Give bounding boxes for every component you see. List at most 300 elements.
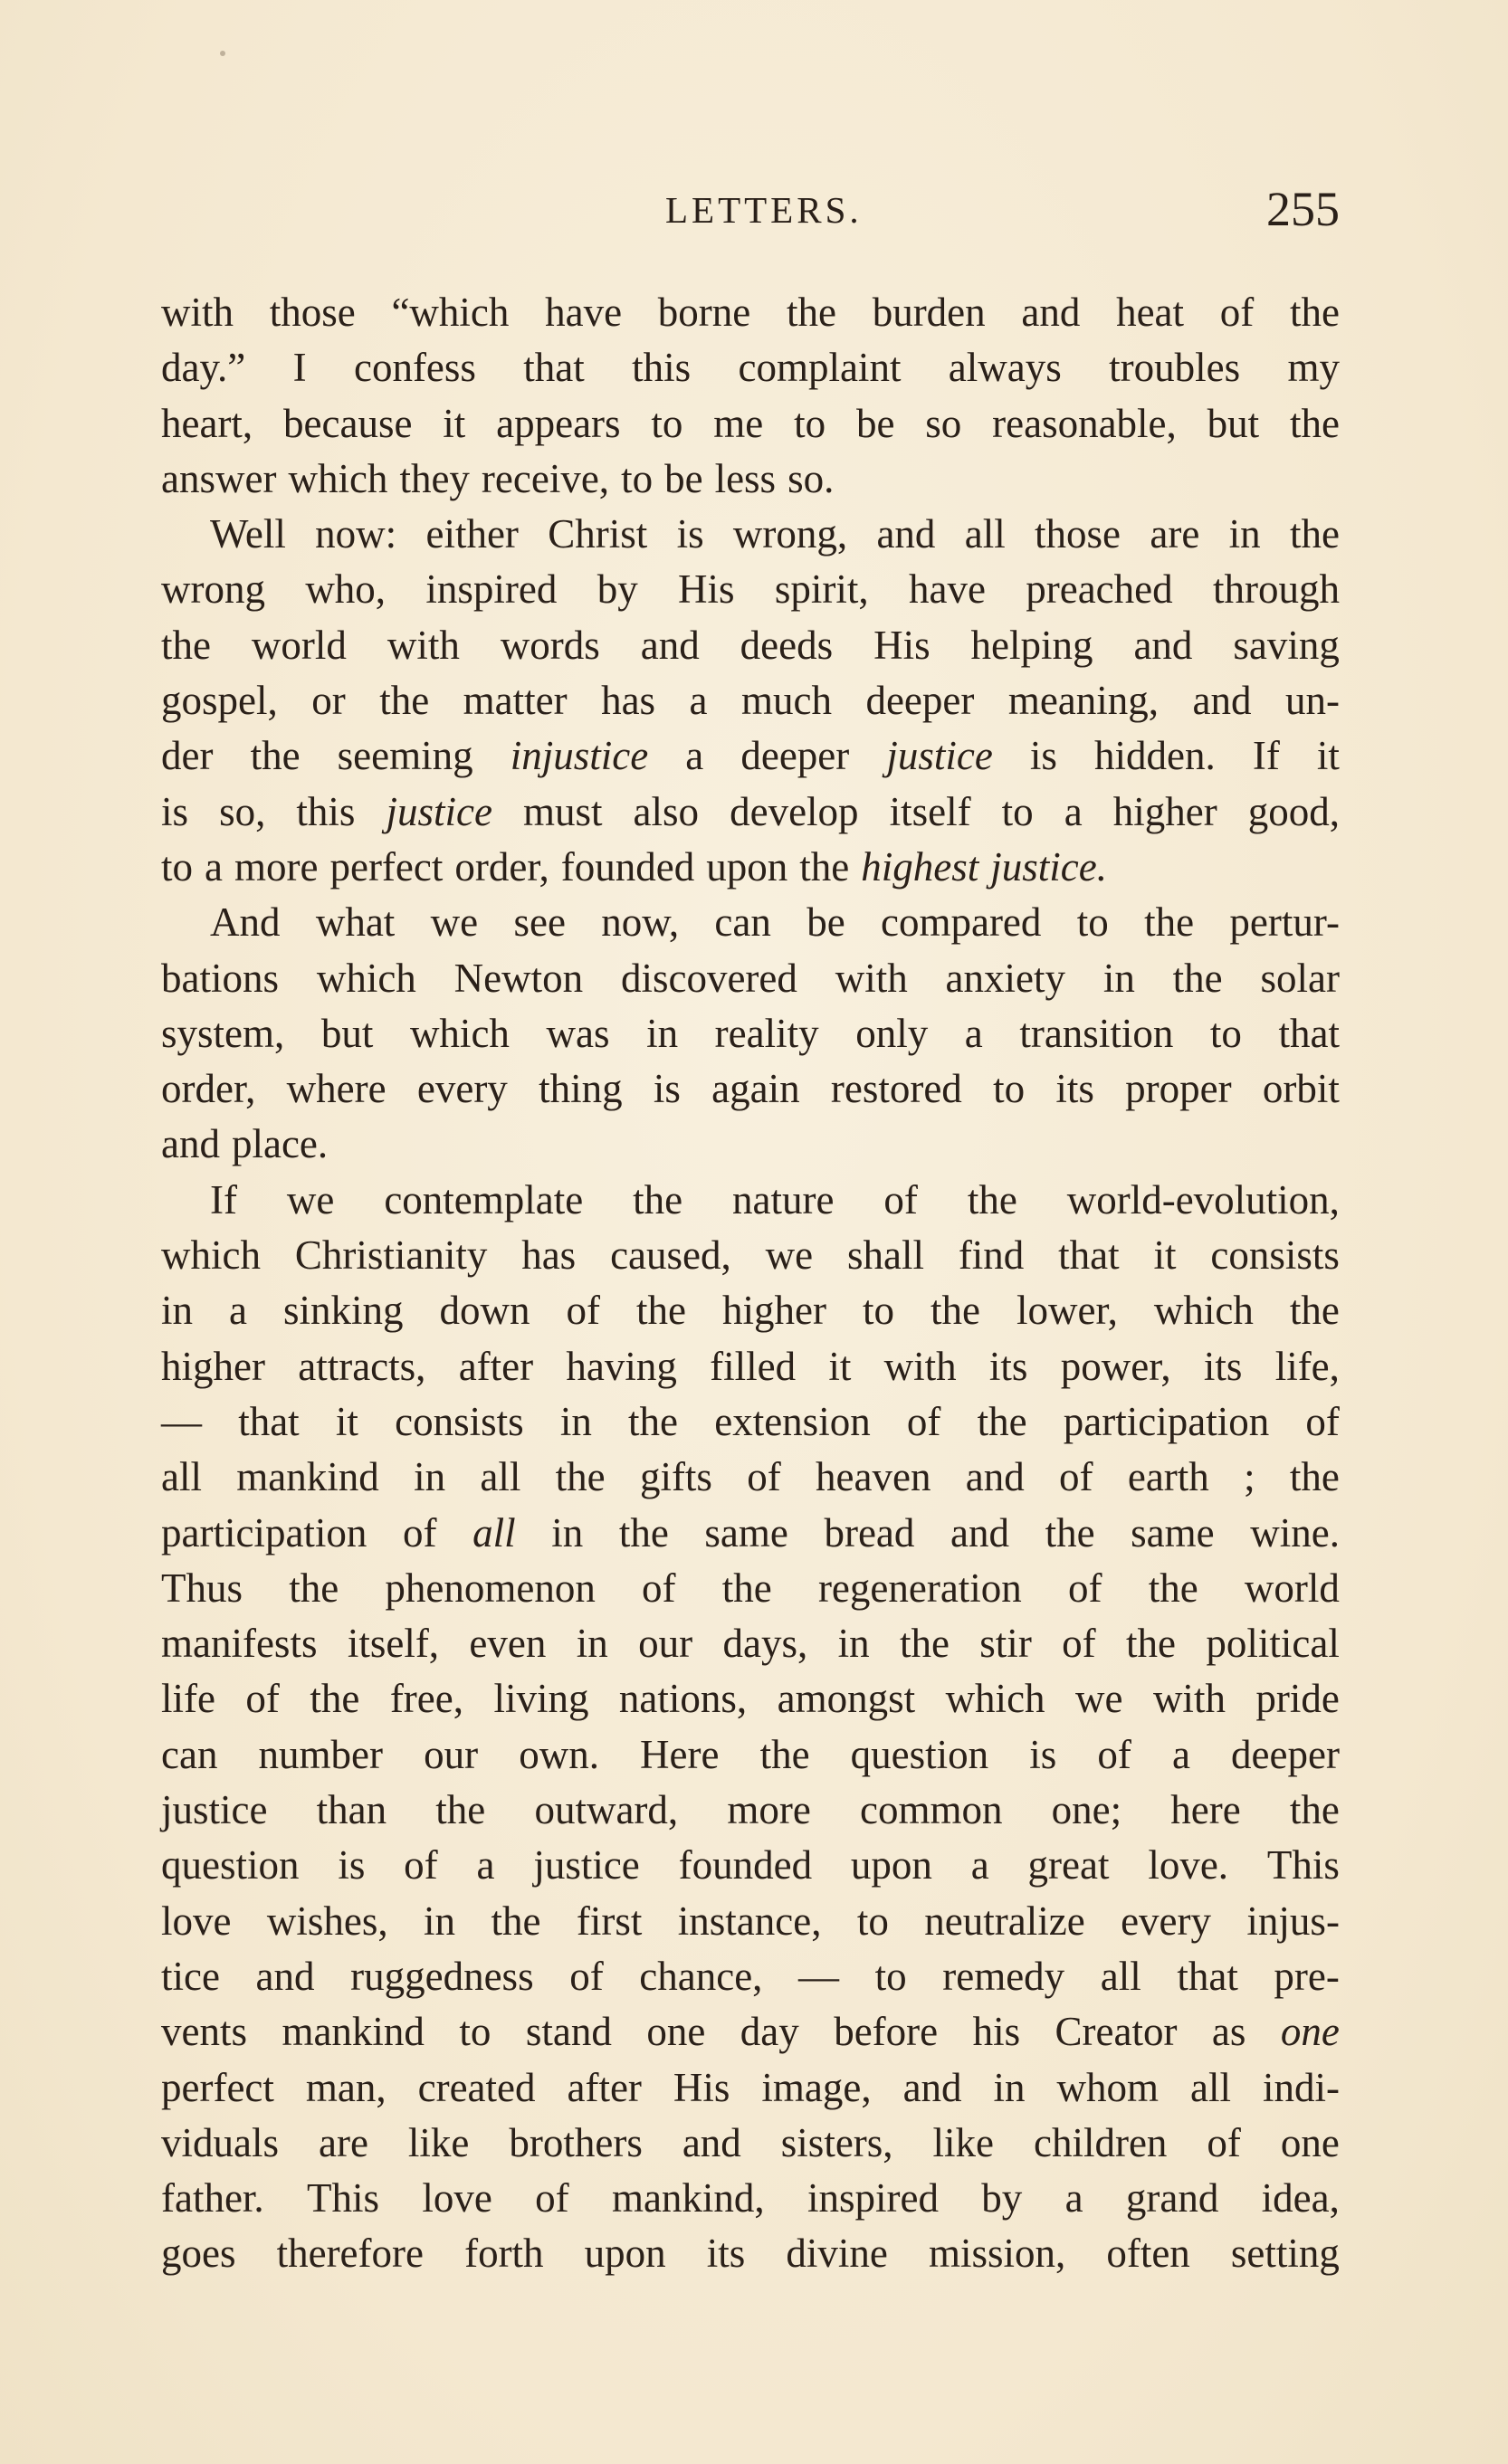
word: world (251, 622, 347, 668)
word: as (1211, 2009, 1246, 2055)
word: anxiety (945, 955, 1065, 1001)
word: so. (787, 455, 835, 501)
word: the (977, 1398, 1027, 1444)
word: answer (161, 455, 277, 501)
word: has (601, 678, 656, 724)
word: can (161, 1731, 218, 1777)
word: often (1106, 2231, 1190, 2277)
word: mission, (928, 2231, 1066, 2277)
word: spirit, (774, 566, 869, 613)
word: in (646, 1010, 679, 1056)
word: also (633, 788, 700, 834)
word: injus- (1246, 1898, 1340, 1944)
word: life (161, 1676, 215, 1722)
word: itself (889, 788, 971, 834)
word: the (1289, 290, 1340, 335)
word: preached (1026, 566, 1173, 613)
word: a (685, 733, 704, 779)
word: participation (1063, 1398, 1270, 1444)
word: to (874, 1953, 907, 1999)
word: appears (496, 400, 621, 446)
paper-speck (220, 51, 225, 56)
word: der (161, 733, 214, 779)
word: a (689, 678, 708, 724)
word: day (740, 2009, 799, 2055)
word: extension (714, 1398, 871, 1444)
word: reasonable, (992, 400, 1177, 446)
word: with (161, 290, 234, 335)
word: own. (519, 1731, 599, 1777)
word: father. (161, 2175, 264, 2221)
word: after (458, 1343, 534, 1389)
word: stand (525, 2009, 612, 2055)
word: I (292, 345, 307, 391)
word: we (765, 1232, 814, 1279)
word: who, (305, 566, 387, 613)
word: deeper (865, 678, 975, 724)
word: a (229, 1288, 247, 1334)
word: saving (1233, 622, 1340, 668)
word: the (636, 1288, 687, 1334)
word: mankind, (611, 2175, 765, 2221)
word: consists (395, 1398, 524, 1444)
word: and (255, 1953, 315, 1999)
text-line (161, 2171, 1340, 2226)
word: upon (706, 843, 788, 890)
word: life, (1274, 1343, 1340, 1389)
word: higher (1112, 788, 1217, 834)
word: same (704, 1509, 788, 1555)
word: upon (584, 2231, 666, 2277)
word: perfect (161, 2064, 274, 2110)
word: — (798, 1953, 840, 1999)
word: sisters, (780, 2119, 893, 2165)
word: filled (710, 1343, 797, 1389)
word: of (404, 1842, 438, 1888)
word: phenomenon (385, 1565, 596, 1611)
word: are (1150, 511, 1200, 557)
word: one; (1051, 1787, 1122, 1833)
word: inspired (425, 566, 558, 613)
text-line (161, 285, 1340, 340)
word: the (931, 1288, 980, 1334)
word: days, (722, 1621, 808, 1667)
word: by (597, 566, 638, 613)
word: complaint (738, 345, 902, 391)
word: hidden. (1094, 733, 1216, 779)
word: we (1075, 1676, 1123, 1722)
word: neutralize (924, 1898, 1085, 1944)
word: justice (533, 1842, 640, 1888)
word: which (409, 1010, 510, 1056)
word: to (161, 843, 194, 890)
word: attracts, (298, 1343, 426, 1389)
text-line (161, 1450, 1340, 1505)
word: itself, (347, 1621, 440, 1667)
word: to (1001, 788, 1034, 834)
word: of (569, 1953, 604, 1999)
word: which (945, 1676, 1045, 1722)
word: mankind (282, 2009, 425, 2055)
word: heart, (161, 400, 253, 446)
word: in (559, 1398, 592, 1444)
word: stir (979, 1621, 1032, 1667)
text-line (161, 951, 1340, 1006)
word: to (651, 400, 683, 446)
word: the (628, 1398, 679, 1444)
word: in (551, 1509, 584, 1555)
word: before (834, 2009, 939, 2055)
word: regeneration (817, 1565, 1022, 1611)
word: more (234, 843, 319, 890)
word: amongst (777, 1676, 916, 1722)
word: which (161, 1232, 261, 1279)
word: reality (714, 1010, 819, 1056)
word: pertur- (1229, 899, 1340, 946)
word: world (1244, 1565, 1340, 1611)
word: grand (1125, 2175, 1219, 2221)
word: we (286, 1176, 335, 1222)
text-line (161, 1671, 1340, 1727)
word: of (245, 1676, 280, 1722)
word: and (950, 1509, 1009, 1555)
word: that (523, 345, 585, 391)
word: one (1280, 2119, 1340, 2165)
word: question (161, 1842, 300, 1888)
word: caused, (610, 1232, 731, 1279)
word: matter (463, 678, 568, 724)
word: sinking (283, 1288, 404, 1334)
word: seeming (337, 733, 473, 779)
word: created (417, 2064, 536, 2110)
word: have (545, 290, 623, 335)
word: His (678, 566, 735, 613)
word: of (1207, 2119, 1241, 2165)
word: of (566, 1288, 601, 1334)
word: even (469, 1621, 547, 1667)
word: in (161, 1288, 194, 1334)
word: a (205, 843, 223, 890)
text-line (161, 1727, 1340, 1783)
word: his (972, 2009, 1021, 2055)
word: This (1266, 1842, 1340, 1888)
word: the (786, 290, 836, 335)
text-line (161, 1283, 1340, 1338)
text-line (161, 728, 1340, 784)
word: its (706, 2231, 746, 2277)
word: love. (1148, 1842, 1229, 1888)
word: to (1209, 1010, 1242, 1056)
word: to (621, 455, 654, 501)
word: and (1192, 678, 1252, 724)
word: it (1316, 733, 1340, 779)
word: the (250, 733, 301, 779)
word: words (500, 622, 600, 668)
word: the (899, 1621, 950, 1667)
word: be (664, 455, 703, 501)
text-line (161, 2226, 1340, 2281)
word: here (1170, 1787, 1241, 1833)
word: it (828, 1343, 852, 1389)
text-line (161, 1838, 1340, 1893)
word: gifts (639, 1454, 712, 1500)
word: than (316, 1787, 387, 1833)
word: first (576, 1898, 643, 1944)
word: of (1305, 1398, 1340, 1444)
word: the (379, 678, 430, 724)
word: un- (1284, 678, 1340, 724)
text-line (161, 1061, 1340, 1117)
word: of (642, 1565, 676, 1611)
word: like (407, 2119, 470, 2165)
word: great (1027, 1842, 1110, 1888)
word: every (416, 1066, 508, 1112)
word: those (269, 290, 356, 335)
word: wrong (161, 566, 265, 613)
word: the (759, 1731, 810, 1777)
word: Well (210, 511, 286, 557)
body-text (161, 285, 1340, 2282)
word: question (850, 1731, 989, 1777)
word: with (883, 1343, 957, 1389)
text-line (161, 618, 1340, 673)
word: compared (881, 899, 1042, 946)
word: living (493, 1676, 589, 1722)
word: children (1034, 2119, 1168, 2165)
word: develop (730, 788, 859, 834)
emphasized-word: one (1280, 2009, 1340, 2055)
text-line (161, 673, 1340, 728)
word: through (1212, 566, 1340, 613)
word: like (932, 2119, 995, 2165)
word: of (1062, 1621, 1096, 1667)
word: after (567, 2064, 642, 2110)
word: a (1064, 788, 1083, 834)
word: the (633, 1176, 683, 1222)
word: bread (824, 1509, 915, 1555)
word: now, (601, 899, 680, 946)
word: and (161, 1121, 220, 1167)
word: whom (1056, 2064, 1160, 2110)
text-line (161, 1394, 1340, 1450)
word: the (967, 1176, 1017, 1222)
word: to (856, 1898, 889, 1944)
word: all (161, 1454, 202, 1500)
word: the (1045, 1509, 1095, 1555)
word: pride (1255, 1676, 1340, 1722)
word: its (988, 1343, 1028, 1389)
word: and (876, 511, 936, 557)
word: perfect (329, 843, 444, 890)
word: the (618, 1509, 669, 1555)
word: we (430, 899, 479, 946)
word: to (1076, 899, 1109, 946)
word: the (555, 1454, 606, 1500)
word: transition (1019, 1010, 1174, 1056)
word: of (1097, 1731, 1131, 1777)
word: me (713, 400, 764, 446)
word: either (425, 511, 519, 557)
word: one (646, 2009, 706, 2055)
emphasized-word: justice (886, 733, 993, 779)
word: what (315, 899, 396, 946)
text-line (161, 2060, 1340, 2116)
word: can (714, 899, 771, 946)
word: the (1126, 1621, 1177, 1667)
word: it (335, 1398, 358, 1444)
word: that (238, 1398, 300, 1444)
word: good, (1247, 788, 1340, 834)
word: troubles (1109, 345, 1241, 391)
word: orbit (1262, 1066, 1340, 1112)
word: tice (161, 1953, 220, 1999)
word: place. (231, 1121, 329, 1167)
text-line (161, 2116, 1340, 2171)
word: less (714, 455, 777, 501)
word: because (283, 400, 413, 446)
word: gospel, (161, 678, 278, 724)
word: chance, (639, 1953, 763, 1999)
word: in (837, 1621, 870, 1667)
word: of (535, 2175, 569, 2221)
word: day.” (161, 345, 246, 391)
word: nations, (618, 1676, 748, 1722)
word: this (296, 788, 356, 834)
word: that (1278, 1010, 1340, 1056)
word: only (855, 1010, 929, 1056)
word: the (1289, 1288, 1340, 1334)
word: in (993, 2064, 1026, 2110)
word: in (576, 1621, 608, 1667)
word: in (414, 1454, 446, 1500)
text-line (161, 785, 1340, 840)
word: Christ (548, 511, 648, 557)
word: proper (1125, 1066, 1232, 1112)
word: wishes, (266, 1898, 388, 1944)
text-line (161, 1561, 1340, 1616)
word: His (673, 2064, 730, 2110)
word: brothers (509, 2119, 643, 2165)
word: every (1121, 1898, 1212, 1944)
word: world-evolution, (1066, 1176, 1340, 1222)
word: If (210, 1176, 237, 1222)
word: with (1152, 1676, 1226, 1722)
word: Newton (453, 955, 584, 1001)
word: love (161, 1898, 232, 1944)
emphasized-word: highest (861, 843, 979, 890)
word: the (1289, 511, 1340, 557)
word: vents (161, 2009, 247, 2055)
word: to (993, 1066, 1026, 1112)
word: of (403, 1509, 437, 1555)
word: down (439, 1288, 530, 1334)
word: to (459, 2009, 492, 2055)
word: its (1203, 1343, 1243, 1389)
word: indi- (1263, 2064, 1340, 2110)
text-line (161, 340, 1340, 395)
word: shall (846, 1232, 924, 1279)
word: where (286, 1066, 387, 1112)
word: always (948, 345, 1062, 391)
text-line (161, 1783, 1340, 1838)
text-line (161, 895, 1340, 950)
word: more (727, 1787, 811, 1833)
word: the (799, 843, 850, 890)
text-line (161, 1228, 1340, 1283)
word: the (435, 1787, 486, 1833)
word: all (480, 1454, 521, 1500)
word: wrong, (732, 511, 848, 557)
word: have (908, 566, 986, 613)
word: borne (657, 290, 751, 335)
word: wine. (1250, 1509, 1340, 1555)
word: is (676, 511, 704, 557)
emphasized-word: all (472, 1509, 516, 1555)
word: a (970, 1842, 989, 1888)
word: a (476, 1842, 495, 1888)
word: goes (161, 2231, 236, 2277)
word: it (1153, 1232, 1177, 1279)
word: contemplate (384, 1176, 584, 1222)
word: number (258, 1731, 384, 1777)
word: or (311, 678, 346, 724)
word: so, (219, 788, 266, 834)
word: man, (305, 2064, 387, 2110)
word: the (1289, 1454, 1340, 1500)
word: Thus (161, 1565, 243, 1611)
word: inspired (806, 2175, 939, 2221)
word: the (289, 1565, 339, 1611)
word: ; (1244, 1454, 1255, 1500)
word: in (424, 1898, 456, 1944)
word: of (906, 1398, 941, 1444)
word: a (1064, 2175, 1083, 2221)
word: political (1206, 1621, 1340, 1667)
word: thing (539, 1066, 623, 1112)
word: receive, (481, 455, 610, 501)
word: a (1171, 1731, 1190, 1777)
word: and (1133, 622, 1193, 668)
word: our (424, 1731, 479, 1777)
word: and (682, 2119, 741, 2165)
word: helping (970, 622, 1093, 668)
word: be (855, 400, 895, 446)
word: is (653, 1066, 681, 1112)
word: that (1058, 1232, 1120, 1279)
text-line (161, 1894, 1340, 1949)
word: founded (560, 843, 695, 890)
text-line (161, 396, 1340, 452)
word: ruggedness (350, 1953, 534, 1999)
word: And (210, 899, 281, 946)
word: the (161, 622, 211, 668)
text-line (161, 562, 1340, 617)
word: is (161, 788, 189, 834)
word: deeds (740, 622, 834, 668)
text-line (161, 1616, 1340, 1671)
word: viduals (161, 2119, 279, 2165)
word: which (288, 455, 388, 501)
word: but (320, 1010, 374, 1056)
word: they (399, 455, 470, 501)
word: Christianity (294, 1232, 488, 1279)
word: heaven (816, 1454, 931, 1500)
word: it (443, 400, 466, 446)
word: and (902, 2064, 962, 2110)
text-line (161, 507, 1340, 562)
word: common (859, 1787, 1003, 1833)
word: higher (722, 1288, 826, 1334)
